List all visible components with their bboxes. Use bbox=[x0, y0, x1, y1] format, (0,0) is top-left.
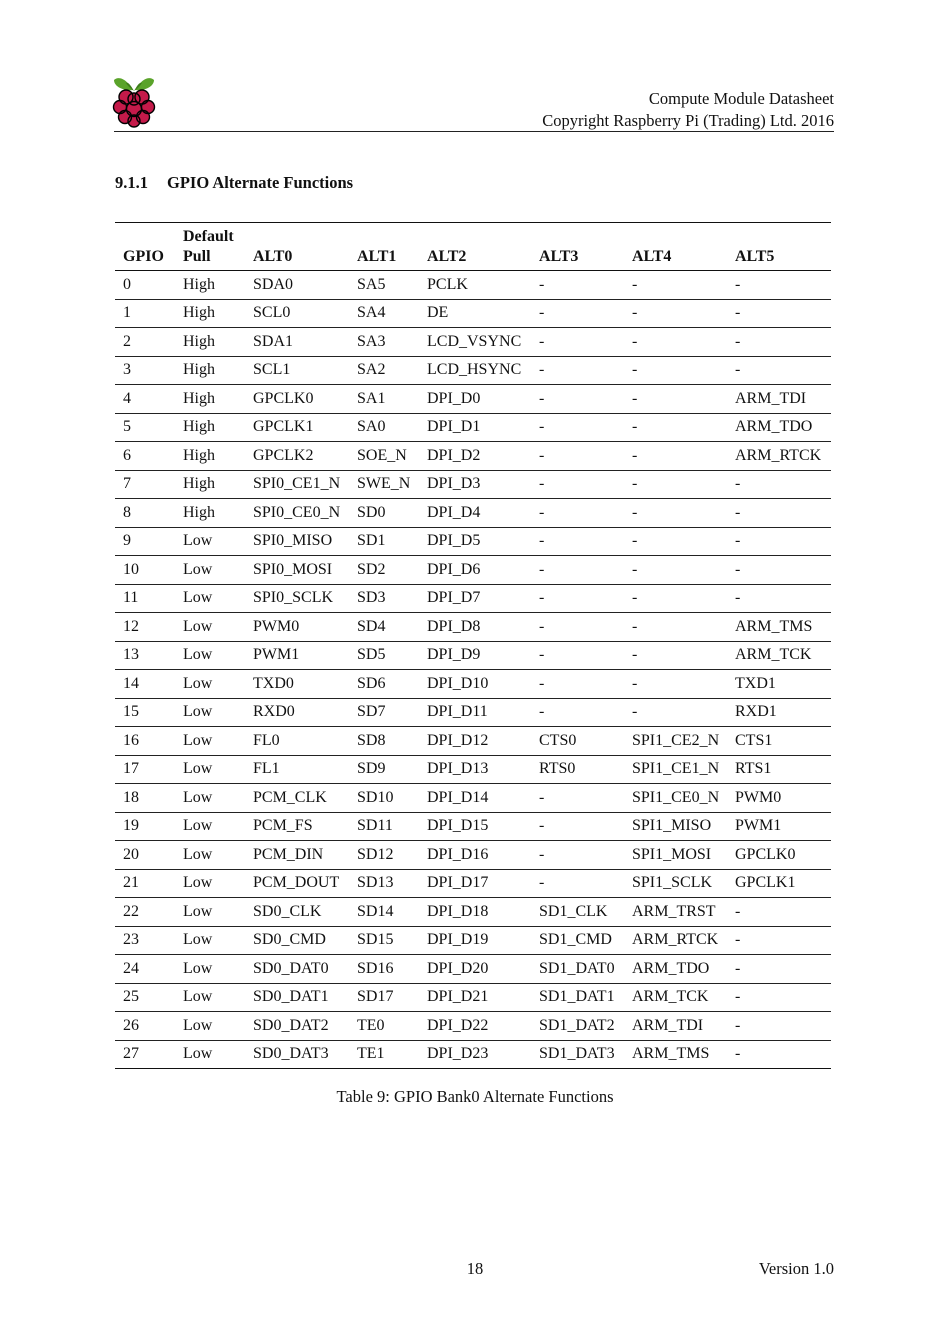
alt2-cell: LCD_VSYNC bbox=[419, 328, 531, 357]
header-alt3: ALT3 bbox=[531, 223, 624, 271]
alt1-cell: SD8 bbox=[349, 727, 419, 756]
alt0-cell: SD0_CLK bbox=[245, 898, 349, 927]
table-row bbox=[115, 1040, 831, 1069]
gpio-cell: 24 bbox=[115, 955, 175, 984]
gpio-cell: 0 bbox=[115, 271, 175, 300]
gpio-cell: 15 bbox=[115, 698, 175, 727]
alt2-cell: DPI_D8 bbox=[419, 613, 531, 642]
gpio-cell: 5 bbox=[115, 413, 175, 442]
alt0-cell: PWM0 bbox=[245, 613, 349, 642]
table-row bbox=[115, 584, 831, 613]
alt3-cell: SD1_CLK bbox=[531, 898, 624, 927]
alt0-cell: SPI0_SCLK bbox=[245, 584, 349, 613]
gpio-cell: 14 bbox=[115, 670, 175, 699]
alt0-cell: SCL1 bbox=[245, 356, 349, 385]
default-pull-cell: Low bbox=[175, 784, 245, 813]
alt1-cell: TE1 bbox=[349, 1040, 419, 1069]
alt5-cell: TXD1 bbox=[727, 670, 831, 699]
alt1-cell: SD14 bbox=[349, 898, 419, 927]
alt5-cell: - bbox=[727, 926, 831, 955]
default-pull-cell: High bbox=[175, 413, 245, 442]
table-row bbox=[115, 356, 831, 385]
default-pull-cell: High bbox=[175, 385, 245, 414]
default-pull-cell: Low bbox=[175, 926, 245, 955]
default-pull-cell: Low bbox=[175, 698, 245, 727]
gpio-alternate-functions-table bbox=[115, 222, 831, 1069]
alt2-cell: DPI_D22 bbox=[419, 1012, 531, 1041]
document-title: Compute Module Datasheet bbox=[648, 89, 834, 108]
page-header bbox=[542, 88, 834, 132]
alt2-cell: DPI_D9 bbox=[419, 641, 531, 670]
alt5-cell: PWM1 bbox=[727, 812, 831, 841]
alt3-cell: - bbox=[531, 698, 624, 727]
table-row bbox=[115, 1012, 831, 1041]
alt0-cell: GPCLK2 bbox=[245, 442, 349, 471]
default-pull-cell: Low bbox=[175, 955, 245, 984]
table-row bbox=[115, 499, 831, 528]
alt0-cell: FL0 bbox=[245, 727, 349, 756]
alt0-cell: GPCLK1 bbox=[245, 413, 349, 442]
default-pull-cell: Low bbox=[175, 898, 245, 927]
default-pull-cell: Low bbox=[175, 983, 245, 1012]
alt4-cell: ARM_TDO bbox=[624, 955, 727, 984]
alt4-cell: - bbox=[624, 271, 727, 300]
section-heading bbox=[115, 173, 353, 193]
alt5-cell: - bbox=[727, 299, 831, 328]
alt2-cell: DPI_D7 bbox=[419, 584, 531, 613]
alt0-cell: SD0_DAT3 bbox=[245, 1040, 349, 1069]
gpio-cell: 3 bbox=[115, 356, 175, 385]
alt5-cell: CTS1 bbox=[727, 727, 831, 756]
copyright-line: Copyright Raspberry Pi (Trading) Ltd. 2016 bbox=[542, 111, 834, 130]
alt1-cell: SA2 bbox=[349, 356, 419, 385]
alt5-cell: ARM_RTCK bbox=[727, 442, 831, 471]
gpio-cell: 26 bbox=[115, 1012, 175, 1041]
alt5-cell: GPCLK0 bbox=[727, 841, 831, 870]
alt4-cell: ARM_TRST bbox=[624, 898, 727, 927]
table-row bbox=[115, 869, 831, 898]
table-row bbox=[115, 641, 831, 670]
alt1-cell: SD11 bbox=[349, 812, 419, 841]
alt1-cell: SA1 bbox=[349, 385, 419, 414]
alt1-cell: SD16 bbox=[349, 955, 419, 984]
default-pull-cell: Low bbox=[175, 812, 245, 841]
default-pull-cell: High bbox=[175, 356, 245, 385]
alt3-cell: - bbox=[531, 556, 624, 585]
gpio-cell: 2 bbox=[115, 328, 175, 357]
alt1-cell: SD0 bbox=[349, 499, 419, 528]
alt5-cell: ARM_TDO bbox=[727, 413, 831, 442]
default-pull-cell: Low bbox=[175, 869, 245, 898]
alt1-cell: SD1 bbox=[349, 527, 419, 556]
alt0-cell: PCM_DIN bbox=[245, 841, 349, 870]
alt4-cell: - bbox=[624, 698, 727, 727]
alt4-cell: SPI1_CE2_N bbox=[624, 727, 727, 756]
gpio-cell: 13 bbox=[115, 641, 175, 670]
default-pull-cell: Low bbox=[175, 841, 245, 870]
gpio-cell: 20 bbox=[115, 841, 175, 870]
table-row bbox=[115, 698, 831, 727]
default-pull-cell: High bbox=[175, 328, 245, 357]
alt3-cell: SD1_DAT1 bbox=[531, 983, 624, 1012]
table-row bbox=[115, 271, 831, 300]
alt1-cell: SD9 bbox=[349, 755, 419, 784]
alt4-cell: SPI1_CE0_N bbox=[624, 784, 727, 813]
gpio-cell: 6 bbox=[115, 442, 175, 471]
alt0-cell: FL1 bbox=[245, 755, 349, 784]
default-pull-cell: Low bbox=[175, 755, 245, 784]
alt2-cell: DPI_D16 bbox=[419, 841, 531, 870]
table-row bbox=[115, 727, 831, 756]
header-alt0: ALT0 bbox=[245, 223, 349, 271]
table-row bbox=[115, 328, 831, 357]
alt0-cell: PWM1 bbox=[245, 641, 349, 670]
table-row bbox=[115, 556, 831, 585]
alt5-cell: - bbox=[727, 499, 831, 528]
alt3-cell: CTS0 bbox=[531, 727, 624, 756]
alt0-cell: SD0_DAT1 bbox=[245, 983, 349, 1012]
alt2-cell: DPI_D17 bbox=[419, 869, 531, 898]
table-row bbox=[115, 613, 831, 642]
gpio-cell: 11 bbox=[115, 584, 175, 613]
alt5-cell: RTS1 bbox=[727, 755, 831, 784]
alt1-cell: SD7 bbox=[349, 698, 419, 727]
raspberry-pi-logo-icon bbox=[112, 74, 156, 128]
alt3-cell: - bbox=[531, 385, 624, 414]
alt3-cell: - bbox=[531, 413, 624, 442]
default-pull-cell: High bbox=[175, 499, 245, 528]
table-body bbox=[115, 271, 831, 1069]
alt3-cell: SD1_CMD bbox=[531, 926, 624, 955]
gpio-cell: 4 bbox=[115, 385, 175, 414]
alt4-cell: SPI1_SCLK bbox=[624, 869, 727, 898]
alt2-cell: DPI_D12 bbox=[419, 727, 531, 756]
alt2-cell: DPI_D3 bbox=[419, 470, 531, 499]
alt3-cell: SD1_DAT3 bbox=[531, 1040, 624, 1069]
alt0-cell: RXD0 bbox=[245, 698, 349, 727]
gpio-cell: 12 bbox=[115, 613, 175, 642]
table-row bbox=[115, 812, 831, 841]
header-default-line1: Default bbox=[183, 228, 234, 245]
gpio-cell: 1 bbox=[115, 299, 175, 328]
gpio-cell: 19 bbox=[115, 812, 175, 841]
alt4-cell: ARM_RTCK bbox=[624, 926, 727, 955]
alt0-cell: SD0_CMD bbox=[245, 926, 349, 955]
alt1-cell: SOE_N bbox=[349, 442, 419, 471]
alt3-cell: SD1_DAT0 bbox=[531, 955, 624, 984]
alt4-cell: - bbox=[624, 613, 727, 642]
alt3-cell: - bbox=[531, 841, 624, 870]
section-title-text: GPIO Alternate Functions bbox=[167, 173, 354, 192]
alt2-cell: DE bbox=[419, 299, 531, 328]
alt1-cell: SD10 bbox=[349, 784, 419, 813]
alt4-cell: ARM_TDI bbox=[624, 1012, 727, 1041]
alt5-cell: RXD1 bbox=[727, 698, 831, 727]
alt5-cell: - bbox=[727, 527, 831, 556]
alt3-cell: - bbox=[531, 271, 624, 300]
alt3-cell: - bbox=[531, 356, 624, 385]
alt4-cell: SPI1_CE1_N bbox=[624, 755, 727, 784]
alt2-cell: DPI_D6 bbox=[419, 556, 531, 585]
alt3-cell: - bbox=[531, 784, 624, 813]
alt0-cell: TXD0 bbox=[245, 670, 349, 699]
gpio-cell: 25 bbox=[115, 983, 175, 1012]
alt2-cell: DPI_D13 bbox=[419, 755, 531, 784]
alt4-cell: - bbox=[624, 442, 727, 471]
table-row bbox=[115, 670, 831, 699]
alt5-cell: ARM_TMS bbox=[727, 613, 831, 642]
alt2-cell: DPI_D0 bbox=[419, 385, 531, 414]
table-row bbox=[115, 442, 831, 471]
gpio-cell: 21 bbox=[115, 869, 175, 898]
alt5-cell: - bbox=[727, 955, 831, 984]
alt0-cell: SPI0_CE1_N bbox=[245, 470, 349, 499]
default-pull-cell: Low bbox=[175, 1012, 245, 1041]
table-row bbox=[115, 413, 831, 442]
alt1-cell: SD12 bbox=[349, 841, 419, 870]
alt2-cell: DPI_D18 bbox=[419, 898, 531, 927]
alt4-cell: SPI1_MISO bbox=[624, 812, 727, 841]
header-default-pull bbox=[175, 223, 245, 271]
alt4-cell: - bbox=[624, 385, 727, 414]
alt1-cell: SD17 bbox=[349, 983, 419, 1012]
gpio-cell: 27 bbox=[115, 1040, 175, 1069]
gpio-cell: 10 bbox=[115, 556, 175, 585]
alt3-cell: - bbox=[531, 584, 624, 613]
version-label: Version 1.0 bbox=[758, 1259, 834, 1278]
alt0-cell: GPCLK0 bbox=[245, 385, 349, 414]
alt3-cell: - bbox=[531, 527, 624, 556]
alt4-cell: - bbox=[624, 470, 727, 499]
alt2-cell: DPI_D4 bbox=[419, 499, 531, 528]
alt4-cell: ARM_TMS bbox=[624, 1040, 727, 1069]
alt2-cell: DPI_D14 bbox=[419, 784, 531, 813]
alt5-cell: ARM_TCK bbox=[727, 641, 831, 670]
default-pull-cell: High bbox=[175, 299, 245, 328]
alt4-cell: - bbox=[624, 356, 727, 385]
alt5-cell: GPCLK1 bbox=[727, 869, 831, 898]
alt5-cell: - bbox=[727, 470, 831, 499]
default-pull-cell: Low bbox=[175, 527, 245, 556]
default-pull-cell: Low bbox=[175, 584, 245, 613]
default-pull-cell: Low bbox=[175, 670, 245, 699]
alt0-cell: SPI0_MISO bbox=[245, 527, 349, 556]
table-header-row bbox=[115, 223, 831, 271]
alt1-cell: SA3 bbox=[349, 328, 419, 357]
alt1-cell: SA5 bbox=[349, 271, 419, 300]
alt0-cell: PCM_DOUT bbox=[245, 869, 349, 898]
alt3-cell: - bbox=[531, 299, 624, 328]
alt3-cell: - bbox=[531, 670, 624, 699]
gpio-cell: 17 bbox=[115, 755, 175, 784]
alt2-cell: DPI_D19 bbox=[419, 926, 531, 955]
alt2-cell: DPI_D2 bbox=[419, 442, 531, 471]
alt0-cell: PCM_CLK bbox=[245, 784, 349, 813]
alt4-cell: - bbox=[624, 413, 727, 442]
alt4-cell: - bbox=[624, 641, 727, 670]
header-alt2: ALT2 bbox=[419, 223, 531, 271]
default-pull-cell: Low bbox=[175, 613, 245, 642]
table-row bbox=[115, 841, 831, 870]
gpio-cell: 18 bbox=[115, 784, 175, 813]
default-pull-cell: Low bbox=[175, 727, 245, 756]
alt2-cell: DPI_D11 bbox=[419, 698, 531, 727]
alt5-cell: PWM0 bbox=[727, 784, 831, 813]
alt1-cell: SWE_N bbox=[349, 470, 419, 499]
alt0-cell: SPI0_CE0_N bbox=[245, 499, 349, 528]
default-pull-cell: High bbox=[175, 470, 245, 499]
header-default-line2: Pull bbox=[183, 248, 211, 265]
alt0-cell: PCM_FS bbox=[245, 812, 349, 841]
alt0-cell: SCL0 bbox=[245, 299, 349, 328]
alt5-cell: - bbox=[727, 983, 831, 1012]
alt3-cell: - bbox=[531, 869, 624, 898]
header-alt4: ALT4 bbox=[624, 223, 727, 271]
alt0-cell: SDA0 bbox=[245, 271, 349, 300]
alt4-cell: - bbox=[624, 584, 727, 613]
alt4-cell: SPI1_MOSI bbox=[624, 841, 727, 870]
alt4-cell: - bbox=[624, 527, 727, 556]
alt0-cell: SDA1 bbox=[245, 328, 349, 357]
alt3-cell: - bbox=[531, 470, 624, 499]
alt2-cell: DPI_D10 bbox=[419, 670, 531, 699]
alt4-cell: ARM_TCK bbox=[624, 983, 727, 1012]
table-row bbox=[115, 983, 831, 1012]
alt5-cell: ARM_TDI bbox=[727, 385, 831, 414]
gpio-cell: 23 bbox=[115, 926, 175, 955]
alt3-cell: SD1_DAT2 bbox=[531, 1012, 624, 1041]
alt2-cell: DPI_D20 bbox=[419, 955, 531, 984]
alt2-cell: DPI_D5 bbox=[419, 527, 531, 556]
alt1-cell: SD6 bbox=[349, 670, 419, 699]
alt0-cell: SD0_DAT0 bbox=[245, 955, 349, 984]
default-pull-cell: Low bbox=[175, 556, 245, 585]
alt5-cell: - bbox=[727, 1040, 831, 1069]
alt3-cell: - bbox=[531, 613, 624, 642]
table-caption: Table 9: GPIO Bank0 Alternate Functions bbox=[336, 1087, 614, 1106]
gpio-cell: 7 bbox=[115, 470, 175, 499]
alt3-cell: - bbox=[531, 442, 624, 471]
page-number: 18 bbox=[466, 1259, 484, 1278]
gpio-cell: 22 bbox=[115, 898, 175, 927]
alt3-cell: - bbox=[531, 812, 624, 841]
alt3-cell: - bbox=[531, 499, 624, 528]
table-row bbox=[115, 955, 831, 984]
alt1-cell: SD2 bbox=[349, 556, 419, 585]
gpio-cell: 8 bbox=[115, 499, 175, 528]
alt1-cell: SD3 bbox=[349, 584, 419, 613]
default-pull-cell: High bbox=[175, 442, 245, 471]
alt4-cell: - bbox=[624, 499, 727, 528]
alt1-cell: SA0 bbox=[349, 413, 419, 442]
table-row bbox=[115, 784, 831, 813]
table-row bbox=[115, 299, 831, 328]
table-row bbox=[115, 926, 831, 955]
alt4-cell: - bbox=[624, 670, 727, 699]
header-divider bbox=[114, 131, 834, 132]
alt5-cell: - bbox=[727, 556, 831, 585]
table-row bbox=[115, 385, 831, 414]
alt5-cell: - bbox=[727, 328, 831, 357]
alt3-cell: - bbox=[531, 328, 624, 357]
alt3-cell: - bbox=[531, 641, 624, 670]
alt4-cell: - bbox=[624, 556, 727, 585]
alt1-cell: SD4 bbox=[349, 613, 419, 642]
alt3-cell: RTS0 bbox=[531, 755, 624, 784]
alt5-cell: - bbox=[727, 356, 831, 385]
alt0-cell: SPI0_MOSI bbox=[245, 556, 349, 585]
alt2-cell: DPI_D21 bbox=[419, 983, 531, 1012]
gpio-cell: 9 bbox=[115, 527, 175, 556]
alt4-cell: - bbox=[624, 328, 727, 357]
alt5-cell: - bbox=[727, 1012, 831, 1041]
header-alt5: ALT5 bbox=[727, 223, 831, 271]
table-row bbox=[115, 470, 831, 499]
table-row bbox=[115, 755, 831, 784]
alt2-cell: DPI_D1 bbox=[419, 413, 531, 442]
default-pull-cell: Low bbox=[175, 1040, 245, 1069]
alt1-cell: SD13 bbox=[349, 869, 419, 898]
gpio-cell: 16 bbox=[115, 727, 175, 756]
table-row bbox=[115, 527, 831, 556]
table-row bbox=[115, 898, 831, 927]
alt4-cell: - bbox=[624, 299, 727, 328]
header-alt1: ALT1 bbox=[349, 223, 419, 271]
alt0-cell: SD0_DAT2 bbox=[245, 1012, 349, 1041]
alt2-cell: DPI_D23 bbox=[419, 1040, 531, 1069]
header-gpio: GPIO bbox=[115, 223, 175, 271]
alt5-cell: - bbox=[727, 584, 831, 613]
default-pull-cell: High bbox=[175, 271, 245, 300]
alt1-cell: SD5 bbox=[349, 641, 419, 670]
alt1-cell: SD15 bbox=[349, 926, 419, 955]
alt5-cell: - bbox=[727, 271, 831, 300]
default-pull-cell: Low bbox=[175, 641, 245, 670]
section-number: 9.1.1 bbox=[115, 173, 148, 192]
alt2-cell: LCD_HSYNC bbox=[419, 356, 531, 385]
alt5-cell: - bbox=[727, 898, 831, 927]
alt2-cell: DPI_D15 bbox=[419, 812, 531, 841]
alt1-cell: TE0 bbox=[349, 1012, 419, 1041]
alt2-cell: PCLK bbox=[419, 271, 531, 300]
alt1-cell: SA4 bbox=[349, 299, 419, 328]
